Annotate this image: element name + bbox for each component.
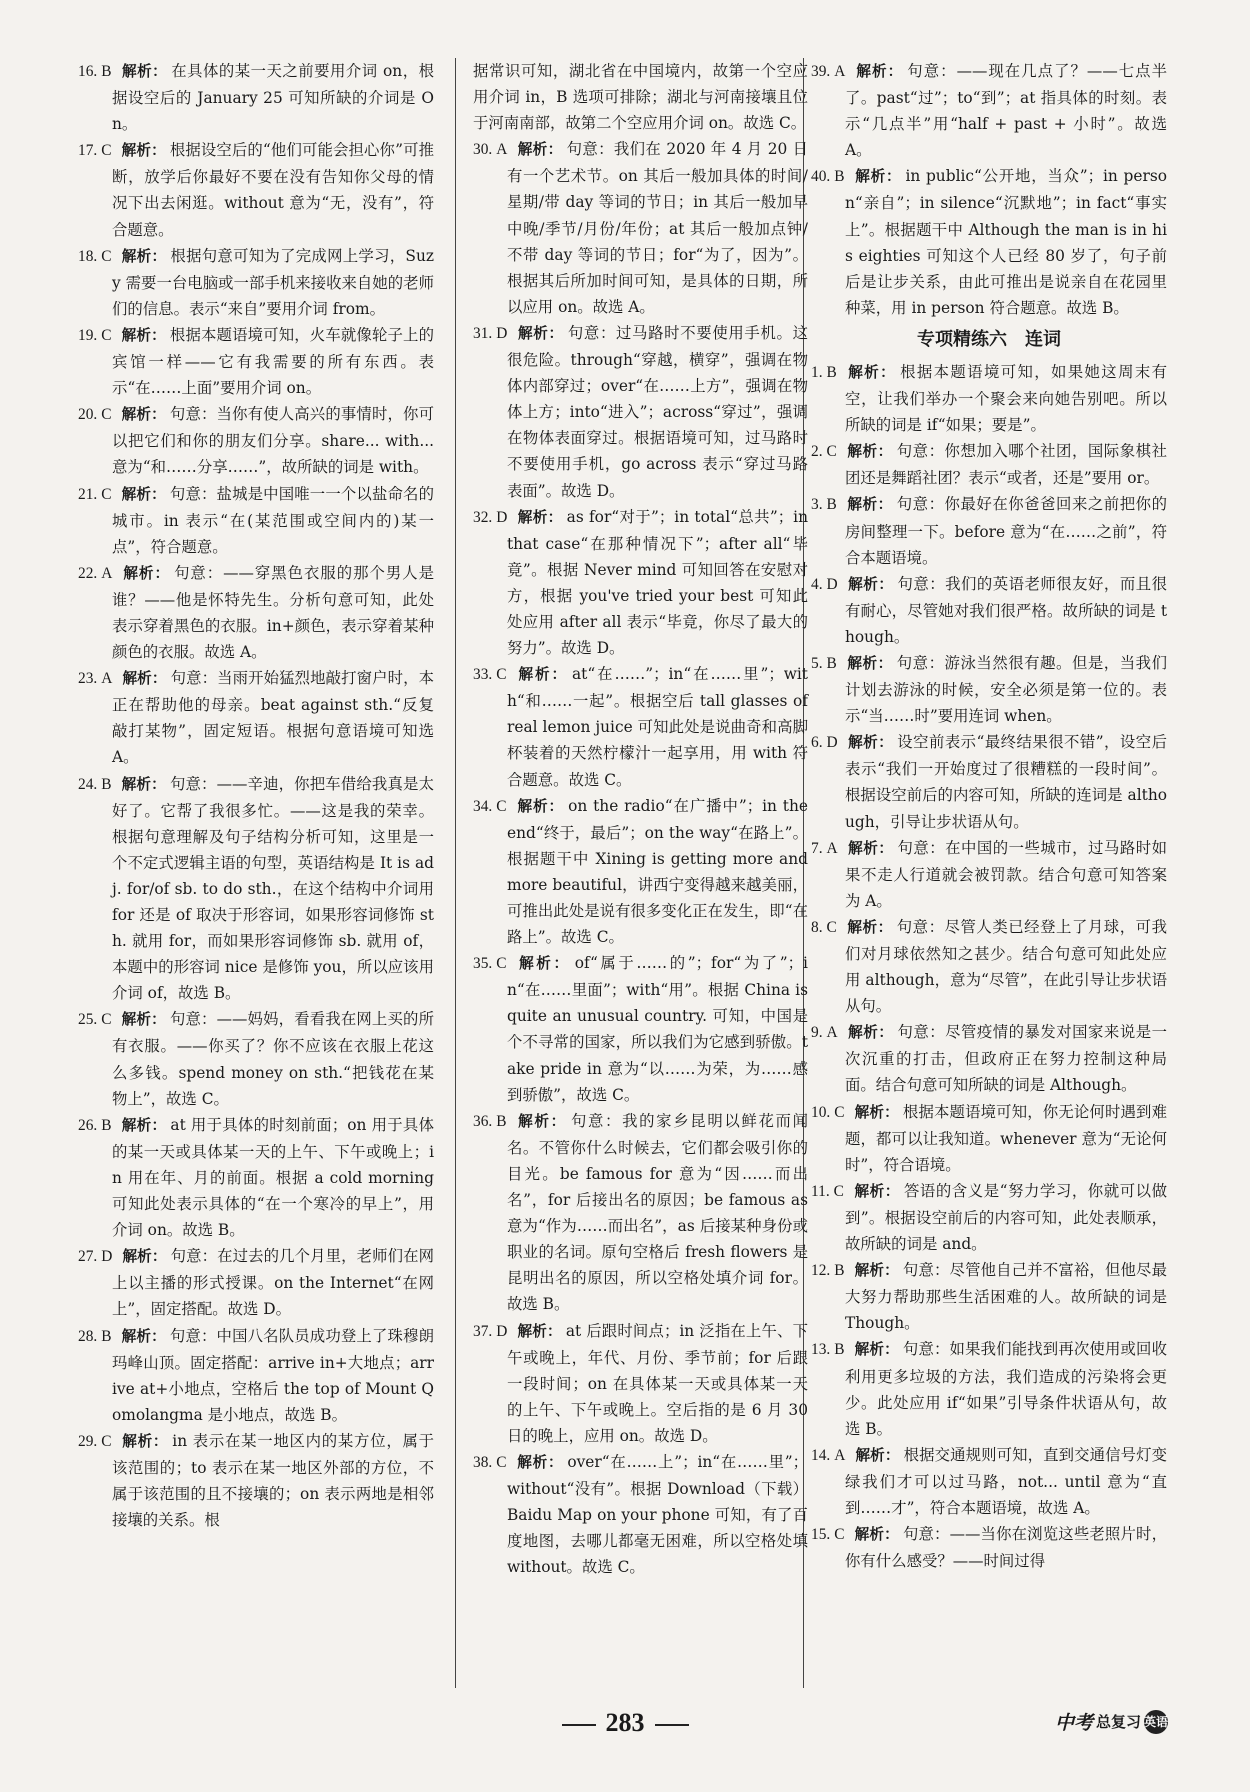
answer-letter: C <box>833 1182 844 1200</box>
analysis-label: 解析： <box>516 666 568 684</box>
question-number: 37. <box>473 1322 493 1340</box>
question-number: 40. <box>811 168 831 186</box>
column-middle <box>473 58 808 1580</box>
answer-letter: C <box>496 1453 507 1471</box>
question-number: 25. <box>78 1011 98 1029</box>
answer-item <box>78 560 434 665</box>
analysis-label: 解析： <box>121 63 168 80</box>
analysis-label: 解析： <box>855 1446 900 1464</box>
analysis-label: 解析： <box>121 247 167 265</box>
analysis-label: 解析： <box>121 142 166 160</box>
answer-letter: D <box>826 575 838 593</box>
answer-letter: B <box>834 1341 845 1359</box>
answer-item <box>78 1112 434 1243</box>
analysis-label: 解析： <box>854 1341 899 1359</box>
analysis-label: 解析： <box>516 1453 564 1471</box>
analysis-label: 解析： <box>846 443 893 461</box>
analysis-text: at 用于具体的时刻前面；on 用于具体的某一天或具体某一天的上午、下午或晚上；in 用在年、月的前面。根据 a cold morning 可知此处表示具体的“在一个寒冷的早上”，用介词 on。故选 B。 <box>112 1115 434 1240</box>
answer-letter: D <box>826 734 838 752</box>
analysis-text: 句意：过马路时不要使用手机。这很危险。through“穿越，横穿”，强调在物体内部穿过；over“在……上方”，强调在物体上方；into“进入”；across“穿过”，强调在物体表面穿过。根据语境可知，过马路时不要使用手机，go across 表示“穿过马路表面”。故选 D。 <box>507 323 808 500</box>
analysis-text: 句意：我的家乡昆明以鲜花而闻名。不管你什么时候去，它们都会吸引你的目光。be famous for 意为“因……而出名”，for 后接出名的原因；be famous as 意为“作为……而出名”，as 后接某种身份或职业的名词。原句空格后 fresh flowers 是昆明出名的原因，所以空格处填介词 for。故选 B。 <box>507 1111 808 1314</box>
answer-item <box>78 771 434 1007</box>
analysis-text: 句意：你想加入哪个社团，国际象棋社团还是舞蹈社团？表示“或者，还是”要用 or。 <box>845 442 1167 488</box>
column-left <box>78 58 434 1533</box>
answer-letter: A <box>496 141 508 159</box>
analysis-label: 解析： <box>847 1024 894 1042</box>
column-divider <box>455 58 456 1688</box>
question-number: 27. <box>78 1248 98 1266</box>
question-number: 34. <box>473 797 493 815</box>
analysis-label: 解析： <box>122 564 171 582</box>
answer-item <box>473 661 808 792</box>
question-number: 10. <box>811 1103 831 1121</box>
dash-right <box>655 1724 689 1726</box>
analysis-text: 句意：——当你在浏览这些老照片时，你有什么感受？——时间过得 <box>845 1525 1167 1571</box>
answer-item <box>811 1257 1167 1336</box>
question-number: 11. <box>811 1182 830 1200</box>
analysis-label: 解析： <box>847 734 894 752</box>
analysis-label: 解析： <box>846 918 893 936</box>
analysis-text: of“属于……的”；for“为了”；in“在……里面”；with“用”。根据 China is quite an unusual country. 可知，中国是个不寻常的国家，所以我们为它感到骄傲。take pride in 意为“以……为荣，为……感到骄傲”，故选 C。 <box>507 954 808 1104</box>
question-number: 3. <box>811 496 823 514</box>
question-number: 19. <box>78 326 98 344</box>
analysis-label: 解析： <box>846 654 893 672</box>
analysis-label: 解析： <box>517 141 563 159</box>
answer-letter: D <box>496 508 508 526</box>
answer-item <box>811 729 1167 834</box>
analysis-text: 根据本题语境可知，火车就像轮子上的宾馆一样——它有我需要的所有东西。表示“在……上面”要用介词 on。 <box>112 325 434 398</box>
answer-letter: C <box>101 326 112 344</box>
analysis-text: 句意：尽管人类已经登上了月球，可我们对月球依然知之甚少。结合句意可知此处应用 although，意为“尽管”，在此引导让步状语从句。 <box>845 917 1167 1016</box>
analysis-text: 句意：你最好在你爸爸回来之前把你的房间整理一下。before 意为“在……之前”，符合本题语境。 <box>845 495 1167 567</box>
column-right <box>811 58 1167 1574</box>
answer-item <box>811 438 1167 491</box>
answer-letter: D <box>496 324 508 342</box>
answer-item <box>811 571 1167 650</box>
question-number: 28. <box>78 1327 98 1345</box>
question-number: 6. <box>811 734 823 752</box>
analysis-label: 解析： <box>121 775 166 793</box>
analysis-text: 根据本题语境可知，如果她这周末有空，让我们举办一个聚会来向她告别吧。所以所缺的词是 if“如果；要是”。 <box>845 362 1167 435</box>
answer-item <box>473 320 808 504</box>
question-number: 16. <box>78 63 98 80</box>
analysis-text: 句意：中国八名队员成功登上了珠穆朗玛峰山顶。固定搭配：arrive in+大地点；arrive at+小地点，空格后 the top of Mount Qomolangma 是小地点，故选 B。 <box>112 1326 434 1424</box>
question-number: 26. <box>78 1116 98 1134</box>
answer-letter: B <box>101 775 112 793</box>
analysis-text: 句意：——穿黑色衣服的那个男人是谁？——他是怀特先生。分析句意可知，此处表示穿着黑色的衣服。in+颜色，表示穿着某种颜色的衣服。故选 A。 <box>112 563 434 662</box>
answer-item <box>78 1323 434 1428</box>
answer-letter: B <box>834 1262 845 1280</box>
analysis-label: 解析： <box>847 575 894 593</box>
question-number: 39. <box>811 63 831 80</box>
question-number: 17. <box>78 142 98 160</box>
analysis-text: 句意：尽管疫情的暴发对国家来说是一次沉重的打击，但政府正在努力控制这种局面。结合句意可知所缺的词是 Although。 <box>845 1023 1167 1095</box>
answer-letter: B <box>834 168 845 186</box>
answer-item <box>473 950 808 1108</box>
answer-letter: C <box>834 1526 845 1544</box>
question-number: 29. <box>78 1432 98 1450</box>
answer-item <box>811 491 1167 570</box>
analysis-label: 解析： <box>121 406 166 424</box>
answer-letter: C <box>834 1103 845 1121</box>
question-number: 23. <box>78 670 98 688</box>
question-number: 36. <box>473 1112 493 1130</box>
analysis-text: 根据交通规则可知，直到交通信号灯变绿我们才可以过马路，not... until 意为“直到……才”，符合本题语境，故选 A。 <box>845 1445 1167 1517</box>
analysis-label: 解析： <box>516 955 571 973</box>
analysis-label: 解析： <box>122 670 167 688</box>
answer-letter: B <box>101 63 112 80</box>
question-number: 20. <box>78 406 98 424</box>
answer-item <box>811 163 1167 321</box>
question-number: 4. <box>811 575 823 593</box>
answer-letter: C <box>101 1432 112 1450</box>
brand-review: 总复习 <box>1095 1713 1141 1731</box>
answer-letter: B <box>101 1327 112 1345</box>
answer-item <box>473 793 808 951</box>
question-number: 8. <box>811 918 823 936</box>
analysis-text: in public“公开地，当众”；in person“亲自”；in silence“沉默地”；in fact“事实上”。根据题干中 Although the man is in his eighties 可知这个人已经 80 岁了，句子前后是让步关系，由此可推出是说亲自在花园里种菜，用 in person 符合题意。故选 B。 <box>845 167 1167 317</box>
answer-letter: C <box>101 142 112 160</box>
analysis-text: 句意：当雨开始猛烈地敲打窗户时，本正在帮助他的母亲。beat against sth.“反复敲打某物”，固定短语。根据句意语境可知选 A。 <box>112 669 434 767</box>
answer-letter: B <box>101 1116 112 1134</box>
answer-letter: C <box>496 797 507 815</box>
answer-item <box>811 914 1167 1019</box>
answer-item <box>811 359 1167 438</box>
answer-item <box>78 1006 434 1111</box>
analysis-label: 解析： <box>516 1112 567 1130</box>
analysis-text: 句意：——辛迪，你把车借给我真是太好了。它帮了我很多忙。——这是我的荣幸。根据句意理解及句子结构分析可知，这里是一个不定式逻辑主语的句型，英语结构是 It is adj. for/of sb. to do sth.，在这个结构中介词用 for 还是 of 取决于形容词，如果形容词修饰 sth. 就用 for，而如果形容词修饰 sb. 就用 of，本题中的形容词 nice 是修饰 you，所以应该用介词 of，故选 B。 <box>112 774 434 1003</box>
answer-item <box>78 401 434 480</box>
analysis-text: on the radio“在广播中”；in the end“终于，最后”；on the way“在路上”。根据题干中 Xining is getting more and more beautiful，讲西宁变得越来越美丽，可推出此处是说有很多变化正在发生，即“在路上”。故选 C。 <box>507 796 808 947</box>
answer-letter: A <box>834 1446 846 1464</box>
dash-left <box>562 1724 596 1726</box>
answer-item <box>473 136 808 320</box>
analysis-label: 解析： <box>121 1116 167 1134</box>
answer-item <box>811 835 1167 914</box>
analysis-label: 解析： <box>517 1322 562 1340</box>
answer-item <box>811 1178 1167 1257</box>
analysis-label: 解析： <box>121 485 166 503</box>
analysis-text: 答语的含义是“努力学习，你就可以做到”。根据设空前后的内容可知，此处表顺承，故所缺的词是 and。 <box>845 1181 1167 1254</box>
analysis-label: 解析： <box>121 1432 169 1450</box>
answer-letter: D <box>101 1248 113 1266</box>
question-number: 31. <box>473 324 493 342</box>
answer-item <box>473 1108 808 1318</box>
question-number: 18. <box>78 247 98 265</box>
analysis-label: 解析： <box>121 326 166 344</box>
question-number: 33. <box>473 666 493 684</box>
analysis-label: 解析： <box>121 1327 166 1345</box>
question-number: 5. <box>811 654 823 672</box>
analysis-text: 根据句意可知为了完成网上学习，Suzy 需要一台电脑或一部手机来接收来自她的老师们的信息。表示“来自”要用介词 from。 <box>112 246 434 318</box>
answer-letter: A <box>826 839 838 857</box>
answer-letter: C <box>101 1011 112 1029</box>
analysis-text: 句意：——妈妈，看看我在网上买的所有衣服。——你买了？你不应该在衣服上花这么多钱。spend money on sth.“把钱花在某物上”，故选 C。 <box>112 1010 434 1108</box>
question-number: 38. <box>473 1453 493 1471</box>
answer-letter: B <box>826 363 837 381</box>
answer-item <box>78 1428 434 1533</box>
question-number: 13. <box>811 1341 831 1359</box>
answer-letter: B <box>826 654 837 672</box>
analysis-label: 解析： <box>121 1011 166 1029</box>
answer-letter: C <box>826 918 837 936</box>
analysis-label: 解析： <box>853 1182 900 1200</box>
analysis-label: 解析： <box>854 168 902 186</box>
analysis-text: 句意：当你有使人高兴的事情时，你可以把它们和你的朋友们分享。share... with... 意为“和……分享……”，故所缺的词是 with。 <box>112 405 434 477</box>
analysis-label: 解析： <box>516 797 565 815</box>
analysis-text: 在具体的某一天之前要用介词 on，根据设空后的 January 25 可知所缺的介词是 On。 <box>112 62 434 134</box>
answer-item <box>473 504 808 662</box>
question-number: 22. <box>78 564 98 582</box>
answer-item <box>473 1449 808 1580</box>
analysis-text: 根据本题语境可知，你无论何时遇到难题，都可以让我知道。whenever 意为“无论何时”，符合语境。 <box>845 1102 1167 1174</box>
analysis-label: 解析： <box>846 496 893 514</box>
answer-item <box>811 58 1167 163</box>
analysis-text: 句意：游泳当然很有趣。但是，当我们计划去游泳的时候，安全必须是第一位的。表示“当……时”要用连词 when。 <box>845 653 1167 726</box>
analysis-text: 句意：盐城是中国唯一一个以盐命名的城市。in 表示“在(某范围或空间内的)某一点”，符合题意。 <box>112 484 434 556</box>
analysis-text: over“在……上”；in“在……里”；without“没有”。根据 Download（下载）Baidu Map on your phone 可知，有了百度地图，去哪儿都毫无困难，所以空格处填 without。故选 C。 <box>507 1452 808 1577</box>
brand-logo <box>1055 1708 1168 1735</box>
analysis-label: 解析： <box>854 1262 899 1280</box>
answer-item <box>811 1336 1167 1441</box>
question-number: 35. <box>473 955 493 973</box>
analysis-text: at 后跟时间点；in 泛指在上午、下午或晚上，年代、月份、季节前；for 后跟一段时间；on 在具体某一天或具体某一天的上午、下午或晚上。空后指的是 6 月 30 日的晚上，应用 on。故选 D。 <box>507 1321 808 1445</box>
answer-item <box>78 481 434 560</box>
section-title: 专项精练六 连词 <box>917 328 1061 350</box>
question-number: 7. <box>811 839 823 857</box>
answer-item <box>473 1318 808 1449</box>
question-number: 24. <box>78 775 98 793</box>
analysis-label: 解析： <box>122 1248 167 1266</box>
analysis-text: 句意：我们的英语老师很友好，而且很有耐心，尽管她对我们很严格。故所缺的词是 though。 <box>845 574 1167 646</box>
question-number: 2. <box>811 443 823 461</box>
analysis-text: 根据设空后的“他们可能会担心你”可推断，放学后你最好不要在没有告知你父母的情况下出去闲逛。without 意为“无，没有”，符合题意。 <box>112 141 434 239</box>
answer-item <box>78 322 434 401</box>
analysis-text: as for“对于”；in total“总共”；in that case“在那种情况下”；after all“毕竟”。根据 Never mind 可知回答在安慰对方，根据 you've tried your best 可知此处应用 after all 表示“毕竟，你尽了最大的努力”。故选 D。 <box>507 507 808 658</box>
analysis-label: 解析： <box>847 839 894 857</box>
question-number: 21. <box>78 485 98 503</box>
answer-letter: A <box>834 63 846 80</box>
answer-letter: C <box>496 666 507 684</box>
analysis-label: 解析： <box>846 363 897 381</box>
question-number: 1. <box>811 363 823 381</box>
analysis-label: 解析： <box>855 63 904 80</box>
answer-letter: B <box>826 496 837 514</box>
brand-english: 英语 <box>1144 1710 1168 1734</box>
analysis-text: 句意：在中国的一些城市，过马路时如果不走人行道就会被罚款。结合句意可知答案为 A。 <box>845 838 1167 910</box>
analysis-text: 句意：如果我们能找到再次使用或回收利用更多垃圾的方法，我们造成的污染将会更少。此处应用 if“如果”引导条件状语从句，故选 B。 <box>845 1340 1167 1438</box>
answer-letter: C <box>496 955 507 973</box>
brand-zhongkao: 中考 <box>1054 1712 1093 1734</box>
analysis-text: at“在……”；in“在……里”；with“和……一起”。根据空后 tall glasses of real lemon juice 可知此处是说曲奇和高脚杯装着的天然柠檬汁一起享用，用 with 符合题意。故选 C。 <box>507 665 808 789</box>
analysis-text: in 表示在某一地区内的某方位，属于该范围的；to 表示在某一地区外部的方位，不属于该范围的且不接壤的；on 表示两地是相邻接壤的关系。根 <box>112 1431 434 1530</box>
answer-letter: B <box>496 1112 507 1130</box>
analysis-text: 设空前表示“最终结果很不错”，设空后表示“我们一开始度过了很糟糕的一段时间”。根据设空前后的内容可知，所缺的连词是 although，引导让步状语从句。 <box>845 733 1167 831</box>
answer-item <box>78 243 434 322</box>
question-number: 30. <box>473 141 493 159</box>
analysis-label: 解析： <box>854 1103 899 1121</box>
question-number: 12. <box>811 1262 831 1280</box>
analysis-text: 句意：——现在几点了？——七点半了。past“过”；to“到”；at 指具体的时刻。表示“几点半”用“half + past + 小时”。故选 A。 <box>845 62 1167 160</box>
analysis-text: 句意：在过去的几个月里，老师们在网上以主播的形式授课。on the Internet“在网上”，固定搭配。故选 D。 <box>112 1247 434 1319</box>
answer-item <box>811 1099 1167 1178</box>
question-number: 14. <box>811 1446 831 1464</box>
answer-letter: A <box>101 670 113 688</box>
question-number: 15. <box>811 1526 831 1544</box>
analysis-label: 解析： <box>854 1526 899 1544</box>
answer-item <box>811 1019 1167 1098</box>
answer-item <box>78 137 434 242</box>
answer-item <box>811 1442 1167 1521</box>
continued-text: 据常识可知，湖北省在中国境内，故第一个空应用介词 in，B 选项可排除；湖北与河南接壤且位于河南南部，故第二个空应用介词 on。故选 C。 <box>473 62 808 133</box>
answer-letter: C <box>101 406 112 424</box>
answer-letter: C <box>101 485 112 503</box>
answer-item <box>78 665 434 770</box>
answer-item <box>811 1521 1167 1574</box>
answer-letter: A <box>826 1024 838 1042</box>
answer-letter: D <box>496 1322 508 1340</box>
analysis-text: 句意：尽管他自己并不富裕，但他尽最大努力帮助那些生活困难的人。故所缺的词是 Though。 <box>845 1261 1167 1333</box>
page-number-text: 283 <box>605 1708 645 1737</box>
answer-item <box>811 650 1167 729</box>
question-number: 32. <box>473 508 493 526</box>
answer-letter: A <box>101 564 113 582</box>
analysis-text: 句意：我们在 2020 年 4 月 20 日有一个艺术节。on 其后一般加具体的时间/星期/带 day 等词的节日；in 其后一般加早中晚/季节/月份/年份；at 其后一般加点钟/不带 day 等词的节日；for“为了，因为”。根据其后所加时间可知，是具体的日期，所以应用 on。故选 A。 <box>507 140 808 316</box>
answer-item <box>78 1243 434 1322</box>
answer-letter: C <box>826 443 837 461</box>
analysis-label: 解析： <box>517 508 563 526</box>
question-number: 9. <box>811 1024 823 1042</box>
answer-letter: C <box>101 247 112 265</box>
answer-item <box>78 58 434 137</box>
analysis-label: 解析： <box>517 324 564 342</box>
